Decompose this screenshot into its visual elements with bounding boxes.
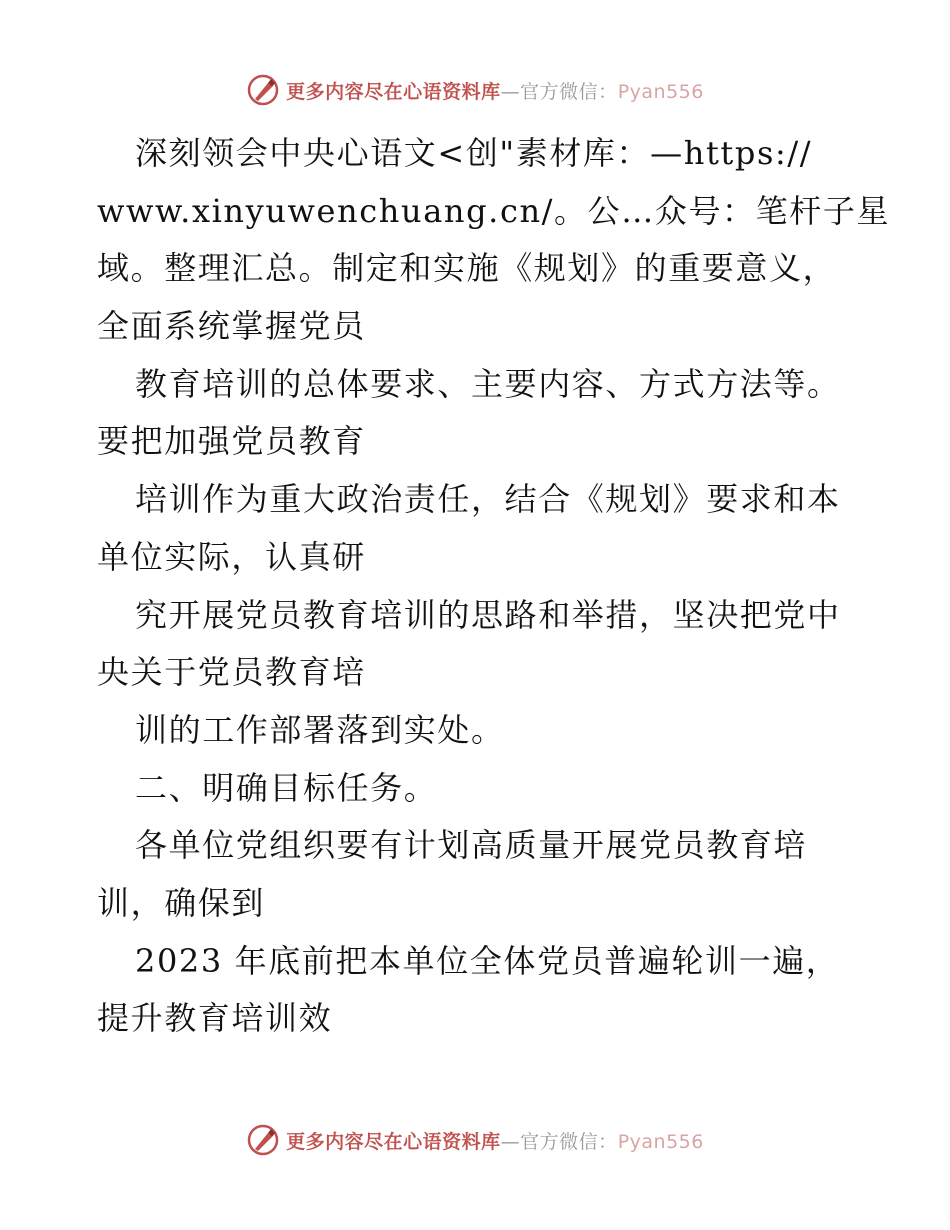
- pen-nib-logo-icon: [246, 1123, 280, 1157]
- pen-nib-logo-icon: [246, 73, 280, 107]
- body-text-line: 训，确保到: [97, 883, 266, 922]
- body-text-line: 央关于党员教育培: [97, 653, 366, 692]
- banner-wechat-id: Pyan556: [617, 80, 704, 103]
- body-text-line: 训的工作部署落到实处。: [135, 710, 505, 749]
- banner-wechat-id: Pyan556: [617, 1130, 704, 1153]
- body-text-line: 单位实际，认真研: [97, 537, 366, 576]
- body-text-line: 域。整理汇总。制定和实施《规划》的重要意义，: [97, 249, 837, 288]
- banner-dash: —: [500, 1130, 521, 1153]
- body-text-line: 要把加强党员教育: [97, 422, 366, 461]
- body-text-line: 提升教育培训效: [97, 999, 333, 1038]
- banner-wechat-label: 官方微信：: [520, 80, 618, 103]
- document-body: [97, 125, 891, 1048]
- banner-text: [286, 1127, 704, 1154]
- body-text-line: 培训作为重大政治责任，结合《规划》要求和本: [135, 480, 841, 519]
- banner-dash: —: [500, 80, 521, 103]
- body-text-line: 全面系统掌握党员: [97, 307, 366, 346]
- body-text-line: 2023 年底前把本单位全体党员普遍轮训一遍，: [135, 941, 840, 980]
- header-banner: [0, 70, 950, 110]
- footer-banner: [0, 1120, 950, 1160]
- banner-text: [286, 77, 704, 104]
- banner-wechat-label: 官方微信：: [520, 1130, 618, 1153]
- body-text-line: 究开展党员教育培训的思路和举措，坚决把党中: [135, 595, 841, 634]
- body-text-line: 深刻领会中央心语文<创"素材库：—https://: [135, 134, 813, 172]
- body-text-line: www.xinyuwenchuang.cn/。公…众号：笔杆子星: [97, 191, 891, 230]
- body-text-line: 教育培训的总体要求、主要内容、方式方法等。: [135, 364, 841, 403]
- banner-main-text: 更多内容尽在心语资料库: [286, 1130, 501, 1153]
- body-text-line: 二、明确目标任务。: [135, 768, 438, 807]
- banner-main-text: 更多内容尽在心语资料库: [286, 80, 501, 103]
- body-text-line: 各单位党组织要有计划高质量开展党员教育培: [135, 826, 808, 865]
